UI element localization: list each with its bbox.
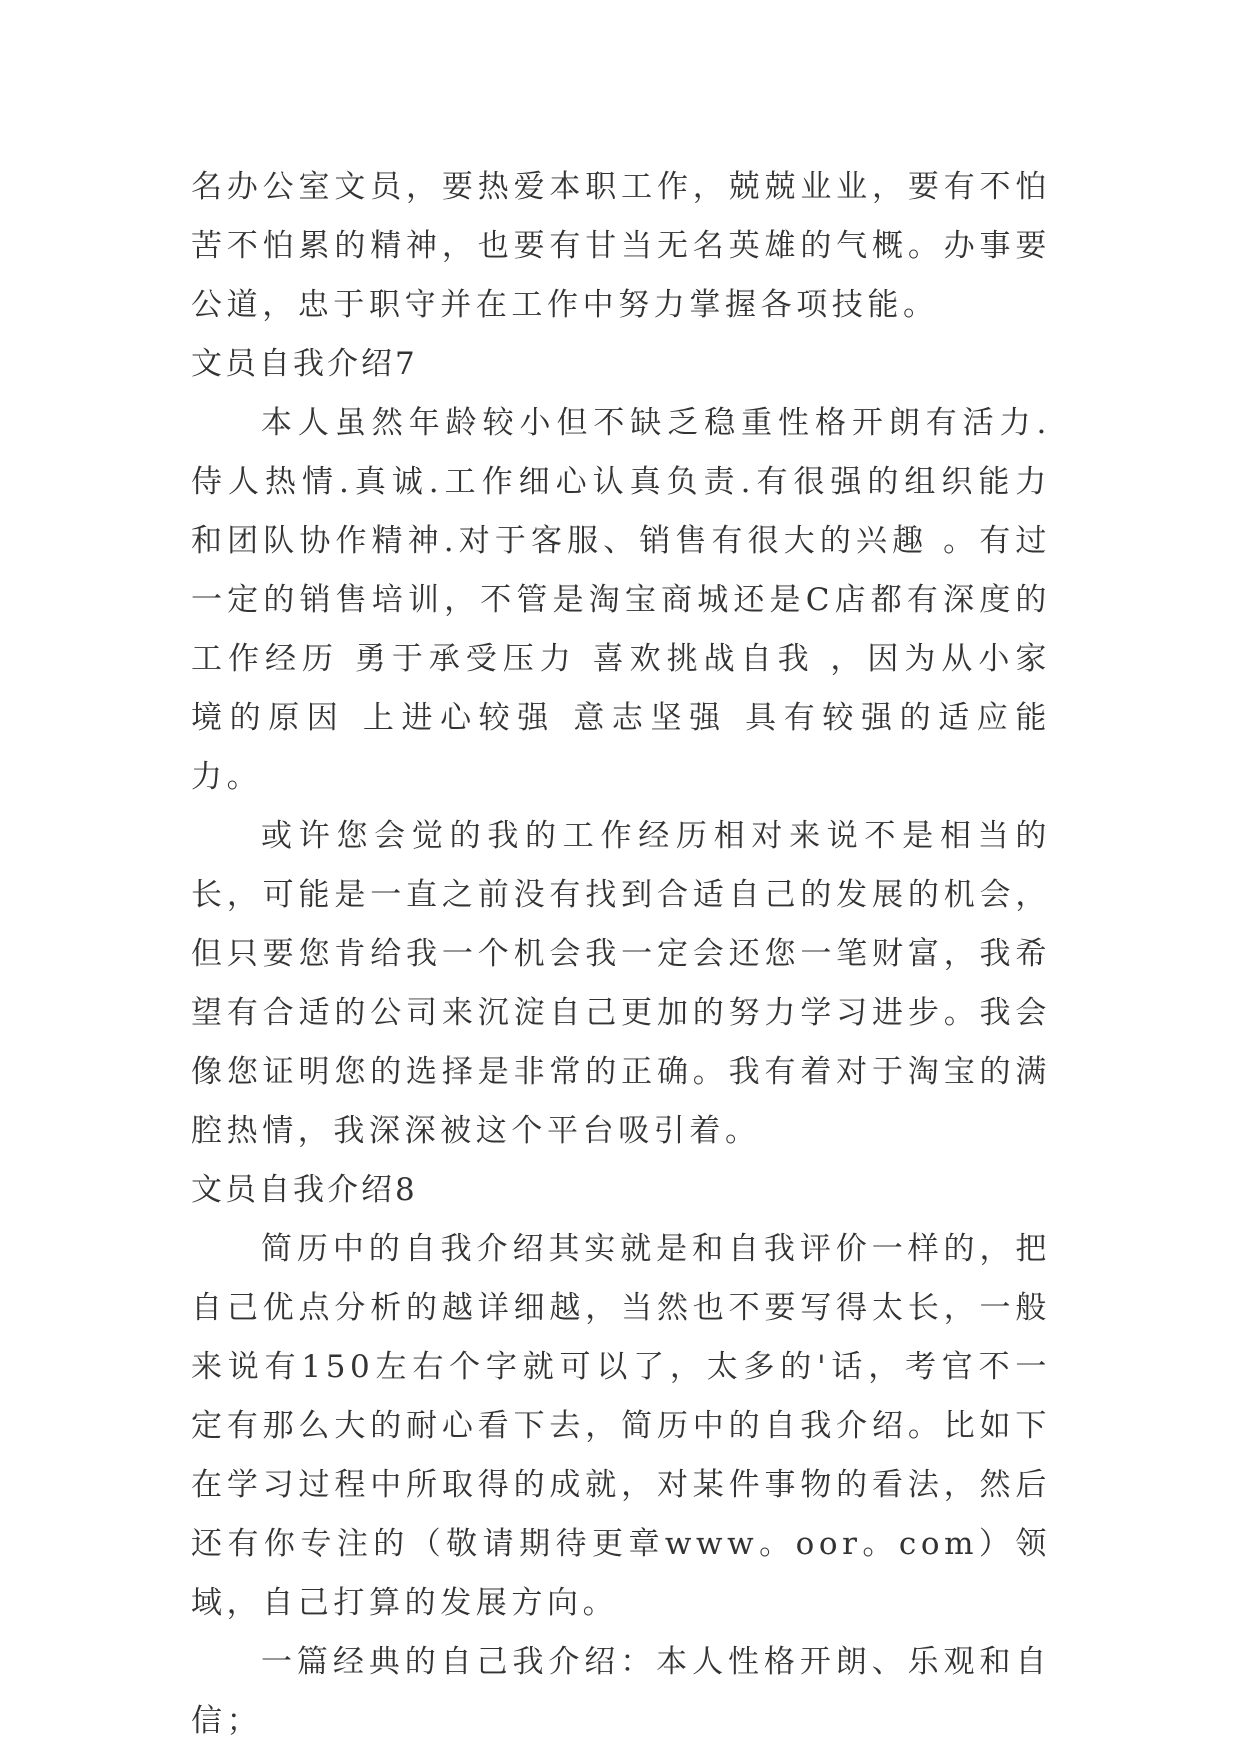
paragraph-intro-8-b: 一篇经典的自己我介绍：本人性格开朗、乐观和自信； <box>191 1644 1051 1739</box>
paragraph-intro-7-b: 或许您会觉的我的工作经历相对来说不是相当的长，可能是一直之前没有找到合适自己的发展的机会，但只要您肯给我一个机会我一定会还您一笔财富，我希望有合适的公司来沉淀自己更加的努力学习进步。我会像您证明您的选择是非常的正确。我有着对于淘宝的满腔热情，我深深被这个平台吸引着。 <box>191 818 1051 1149</box>
paragraph-continuation: 名办公室文员，要热爱本职工作，兢兢业业，要有不怕苦不怕累的精神，也要有甘当无名英雄的气概。办事要公道，忠于职守并在工作中努力掌握各项技能。 <box>191 169 1051 323</box>
paragraph-intro-7-a: 本人虽然年龄较小但不缺乏稳重性格开朗有活力.侍人热情.真诚.工作细心认真负责.有很强的组织能力和团队协作精神.对于客服、销售有很大的兴趣 。有过一定的销售培训，不管是淘宝商城还是C店都有深度的工作经历 勇于承受压力 喜欢挑战自我 ，因为从小家境的原因 上进心较强 意志坚强 具有较强的适应能力。 <box>191 405 1051 795</box>
section-heading-7: 文员自我介绍7 <box>191 346 418 382</box>
document-body <box>191 158 1051 1751</box>
paragraph-intro-8-a: 简历中的自我介绍其实就是和自我评价一样的，把自己优点分析的越详细越，当然也不要写得太长，一般来说有150左右个字就可以了，太多的'话，考官不一定有那么大的耐心看下去，简历中的自我介绍。比如下在学习过程中所取得的成就，对某件事物的看法，然后还有你专注的（敬请期待更章www。oor。com）领域，自己打算的发展方向。 <box>191 1231 1051 1621</box>
section-heading-8: 文员自我介绍8 <box>191 1172 418 1208</box>
